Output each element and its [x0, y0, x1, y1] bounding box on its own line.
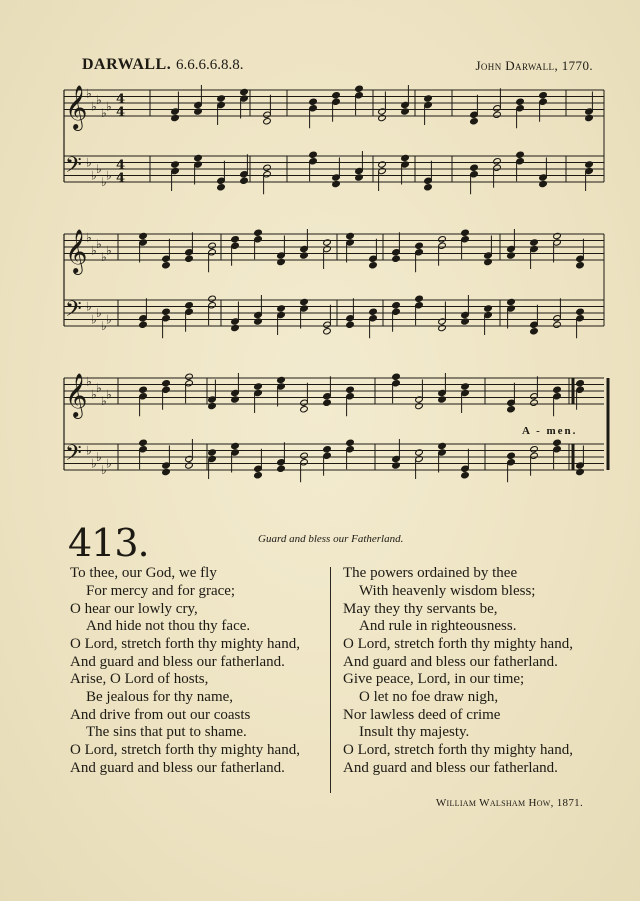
note-head [217, 184, 226, 191]
note-head [323, 399, 332, 406]
note-head [277, 258, 286, 265]
note-head [470, 118, 479, 125]
note-head [585, 114, 594, 121]
note-head [162, 308, 171, 315]
note-head [208, 242, 217, 249]
note-head [162, 262, 171, 269]
note-head [346, 321, 355, 328]
note-head [254, 472, 263, 479]
flat-sign: ♭ [106, 387, 112, 402]
note-head [162, 380, 171, 387]
verse-line: O Lord, stretch forth thy mighty hand, [70, 742, 300, 759]
note-head [576, 380, 585, 387]
note-head [323, 328, 332, 335]
composer-credit: John Darwall, 1770. [475, 58, 593, 73]
note-head [185, 302, 194, 309]
note-head [355, 174, 364, 181]
flat-sign: ♭ [101, 393, 107, 408]
flat-sign: ♭ [106, 99, 112, 114]
text-author: William Walsham How, 1871. [435, 797, 583, 809]
flat-sign: ♭ [86, 86, 92, 101]
verse-line: And drive from out our coasts [70, 706, 251, 723]
note-head [553, 321, 562, 328]
note-head [208, 402, 217, 409]
note-head [401, 154, 410, 161]
note-head [208, 295, 217, 302]
note-head [378, 161, 387, 168]
note-head [369, 262, 378, 269]
flat-sign: ♭ [101, 249, 107, 264]
flat-sign: ♭ [96, 380, 102, 395]
note-head [355, 85, 364, 92]
note-head [539, 92, 548, 99]
verse-line: O hear our lowly cry, [70, 600, 198, 617]
note-head [240, 88, 249, 95]
note-head [139, 386, 148, 393]
verse-line: Give peace, Lord, in our time; [343, 671, 525, 687]
flat-sign: ♭ [91, 168, 97, 183]
flat-sign: ♭ [106, 456, 112, 471]
verse-line: O Lord, stretch forth thy mighty hand, [70, 636, 300, 653]
note-head [461, 383, 470, 390]
note-head [254, 229, 263, 236]
note-head [576, 468, 585, 475]
note-head [185, 373, 194, 380]
note-head [392, 255, 401, 262]
flat-sign: ♭ [101, 175, 107, 189]
verse-line: For mercy and for grace; [86, 582, 236, 599]
time-signature-bottom: 4 [116, 171, 126, 186]
note-head [461, 472, 470, 479]
flat-sign: ♭ [96, 306, 102, 320]
flat-sign: ♭ [86, 230, 92, 245]
flat-sign: ♭ [86, 299, 92, 314]
note-head [576, 262, 585, 269]
note-head [484, 305, 493, 312]
note-head [576, 308, 585, 315]
time-signature-top: 4 [116, 92, 126, 107]
bass-clef: 𝄢 [65, 297, 82, 327]
note-head [254, 383, 263, 390]
treble-clef: 𝄞 [65, 85, 88, 129]
flat-sign: ♭ [91, 243, 97, 258]
note-head [263, 118, 272, 125]
note-head [300, 252, 309, 259]
note-head [217, 95, 226, 102]
note-head [507, 406, 516, 413]
note-head [139, 439, 148, 446]
column-divider [330, 567, 331, 793]
note-head [139, 232, 148, 239]
note-head [254, 318, 263, 325]
note-head [438, 324, 447, 331]
flat-sign: ♭ [96, 450, 102, 464]
flat-sign: ♭ [86, 443, 92, 458]
note-head [231, 324, 240, 331]
note-head [171, 161, 180, 168]
verse-line: Nor lawless deed of crime [343, 706, 501, 723]
note-head [401, 108, 410, 115]
flat-sign: ♭ [96, 92, 102, 107]
flat-sign: ♭ [91, 456, 97, 471]
flat-sign: ♭ [91, 99, 97, 114]
verse-line: And hide not thou thy face. [86, 618, 251, 635]
note-head [530, 328, 539, 335]
note-head [263, 164, 272, 171]
amen-lyric: A - men. [522, 425, 578, 437]
verse-line: Insult thy majesty. [359, 724, 470, 741]
note-head [484, 258, 493, 265]
note-head [424, 184, 433, 191]
verse-2 [343, 565, 573, 672]
verse-1 [70, 565, 300, 672]
note-head [415, 402, 424, 409]
note-head [346, 232, 355, 239]
verse-4 [343, 671, 573, 778]
treble-clef: 𝄞 [65, 229, 88, 273]
note-head [392, 373, 401, 380]
verse-line: Arise, O Lord of hosts, [70, 671, 209, 687]
note-head [346, 386, 355, 393]
note-head [530, 399, 539, 406]
note-head [309, 98, 318, 105]
note-head [585, 161, 594, 168]
time-signature-bottom: 4 [116, 105, 126, 120]
note-head [392, 302, 401, 309]
note-head [194, 154, 203, 161]
verse-line: And guard and bless our fatherland. [343, 759, 558, 776]
hymn-number: 413. [68, 521, 149, 565]
verse-line: And guard and bless our fatherland. [70, 653, 285, 670]
note-head [392, 462, 401, 469]
note-head [300, 452, 309, 459]
note-head [553, 386, 562, 393]
note-head [185, 255, 194, 262]
note-head [507, 452, 516, 459]
verse-line: And rule in righteousness. [359, 618, 517, 635]
note-head [493, 111, 502, 118]
note-head [323, 446, 332, 453]
bass-clef: 𝄢 [65, 153, 82, 183]
flat-sign: ♭ [101, 105, 107, 120]
note-head [369, 308, 378, 315]
verse-line: Be jealous for thy name, [86, 688, 234, 705]
note-head [171, 114, 180, 121]
note-head [470, 164, 479, 171]
note-head [194, 108, 203, 115]
verse-3 [70, 671, 300, 778]
note-head [323, 239, 332, 246]
note-head [332, 180, 341, 187]
note-head [300, 406, 309, 413]
note-head [240, 177, 249, 184]
verse-line: The powers ordained by thee [343, 565, 518, 581]
note-head [438, 396, 447, 403]
note-head [530, 239, 539, 246]
flat-sign: ♭ [106, 168, 112, 183]
verse-line: O Lord, stretch forth thy mighty hand, [343, 636, 573, 653]
time-signature-top: 4 [116, 158, 126, 173]
tune-meter: 6.6.6.6.8.8. [176, 57, 244, 73]
note-head [461, 229, 470, 236]
note-head [277, 305, 286, 312]
treble-clef: 𝄞 [65, 373, 88, 417]
verse-line: With heavenly wisdom bless; [359, 582, 536, 599]
note-head [553, 232, 562, 239]
note-head [300, 298, 309, 305]
note-head [438, 236, 447, 243]
note-head [208, 449, 217, 456]
note-head [277, 376, 286, 383]
note-head [231, 236, 240, 243]
flat-sign: ♭ [86, 155, 92, 170]
note-head [516, 98, 525, 105]
note-head [162, 468, 171, 475]
note-head [493, 158, 502, 165]
note-head [231, 396, 240, 403]
flat-sign: ♭ [91, 312, 97, 327]
verse-line: And guard and bless our fatherland. [343, 653, 558, 670]
note-head [507, 252, 516, 259]
flat-sign: ♭ [96, 162, 102, 176]
flat-sign: ♭ [86, 374, 92, 389]
note-head [424, 95, 433, 102]
flat-sign: ♭ [106, 243, 112, 258]
note-head [346, 439, 355, 446]
flat-sign: ♭ [101, 319, 107, 333]
note-head [378, 114, 387, 121]
note-head [139, 321, 148, 328]
bass-clef: 𝄢 [65, 441, 82, 471]
note-head [461, 318, 470, 325]
verse-line: May they thy servants be, [343, 600, 498, 617]
verse-line: The sins that put to shame. [86, 724, 247, 741]
verse-line: O Lord, stretch forth thy mighty hand, [343, 742, 573, 759]
verse-line: O let no foe draw nigh, [359, 688, 499, 705]
flat-sign: ♭ [96, 236, 102, 251]
note-head [309, 151, 318, 158]
note-head [438, 442, 447, 449]
note-head [185, 462, 194, 469]
note-head [516, 151, 525, 158]
flat-sign: ♭ [101, 463, 107, 477]
note-head [530, 446, 539, 453]
note-head [277, 465, 286, 472]
flat-sign: ♭ [91, 387, 97, 402]
note-head [332, 92, 341, 99]
note-head [415, 449, 424, 456]
note-head [415, 242, 424, 249]
note-head [553, 439, 562, 446]
note-head [415, 295, 424, 302]
verse-line: To thee, our God, we fly [70, 565, 217, 581]
hymn-title: Guard and bless our Fatherland. [258, 533, 404, 545]
note-head [539, 180, 548, 187]
tune-name: DARWALL. [82, 56, 172, 73]
flat-sign: ♭ [106, 312, 112, 327]
note-head [231, 442, 240, 449]
verse-line: And guard and bless our fatherland. [70, 759, 285, 776]
note-head [507, 298, 516, 305]
